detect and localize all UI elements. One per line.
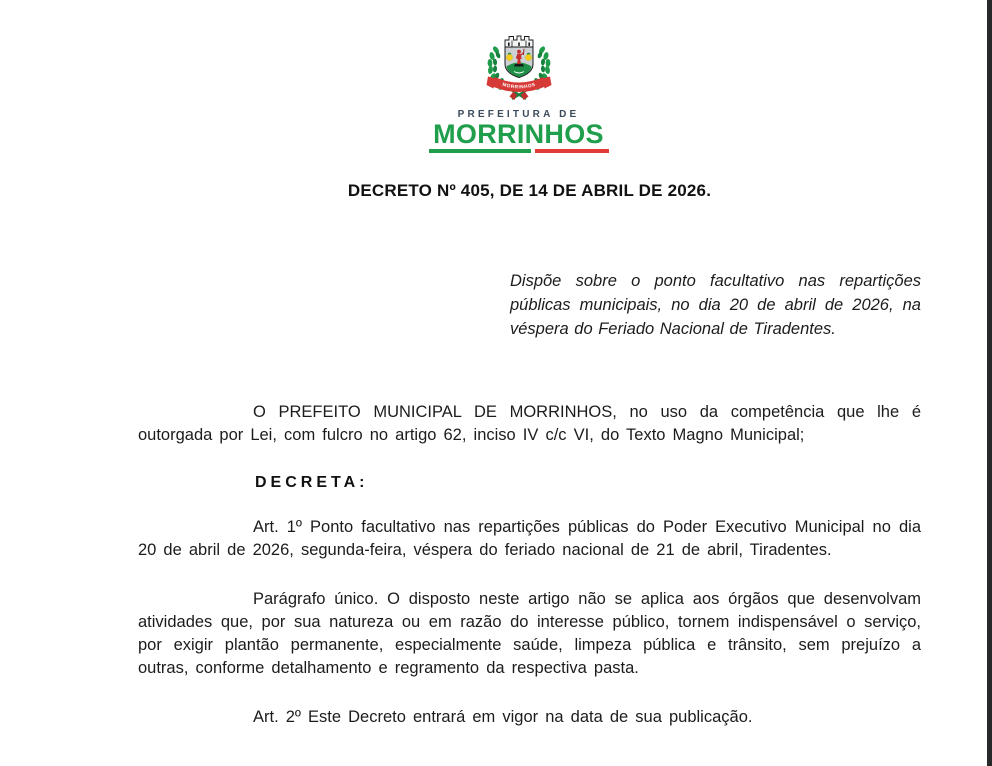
decree-title: DECRETO Nº 405, DE 14 DE ABRIL DE 2026. — [347, 180, 712, 200]
logo-underline — [429, 149, 609, 153]
decree-ementa: Dispõe sobre o ponto facultativo nas repartições públicas municipais, no dia 20 de abril de 2026, na véspera do Feriado Nacional de Tiradentes. — [510, 271, 921, 338]
ribbon-banner — [486, 77, 551, 101]
window-edge-bar — [987, 0, 992, 766]
decree-preamble: O PREFEITO MUNICIPAL DE MORRINHOS, no uso da competência que lhe é outorgada por Lei, com fulcro no artigo 62, inciso IV c/c VI, do Texto Magno Municipal; — [138, 402, 921, 444]
underline-red-segment — [535, 149, 608, 153]
decree-article-1: Art. 1º Ponto facultativo nas repartições públicas do Poder Executivo Municipal no dia 20 de abril de 2026, segunda-feira, véspera do feriado nacional de 21 de abril, Tiradentes. — [138, 517, 921, 559]
ribbon-text: MORRINHOS — [501, 82, 536, 91]
decreta-label: DECRETA: — [255, 473, 369, 491]
shield — [505, 47, 533, 78]
decree-sole-paragraph: Parágrafo único. O disposto neste artigo não se aplica aos órgãos que desenvolvam atividades que, por sua natureza ou em razão do interesse público, tornem indispensável o serviço, por exigir plantão permanente, especialmente saúde, limpeza pública e trânsito, sem prejuízo a outras, conforme detalhamento e regramento da respectiva pasta. — [138, 589, 921, 677]
mural-crown — [505, 36, 533, 47]
decree-document-page — [138, 0, 921, 729]
morrinhos-coat-of-arms-icon — [483, 33, 555, 107]
logo-wordmark: MORRINHOS — [433, 119, 604, 149]
logo-tagline: PREFEITURA DE — [457, 109, 580, 120]
municipal-logo — [138, 0, 899, 153]
decree-article-2: Art. 2º Este Decreto entrará em vigor na data de sua publicação. — [253, 707, 753, 726]
underline-green-segment — [429, 149, 532, 153]
